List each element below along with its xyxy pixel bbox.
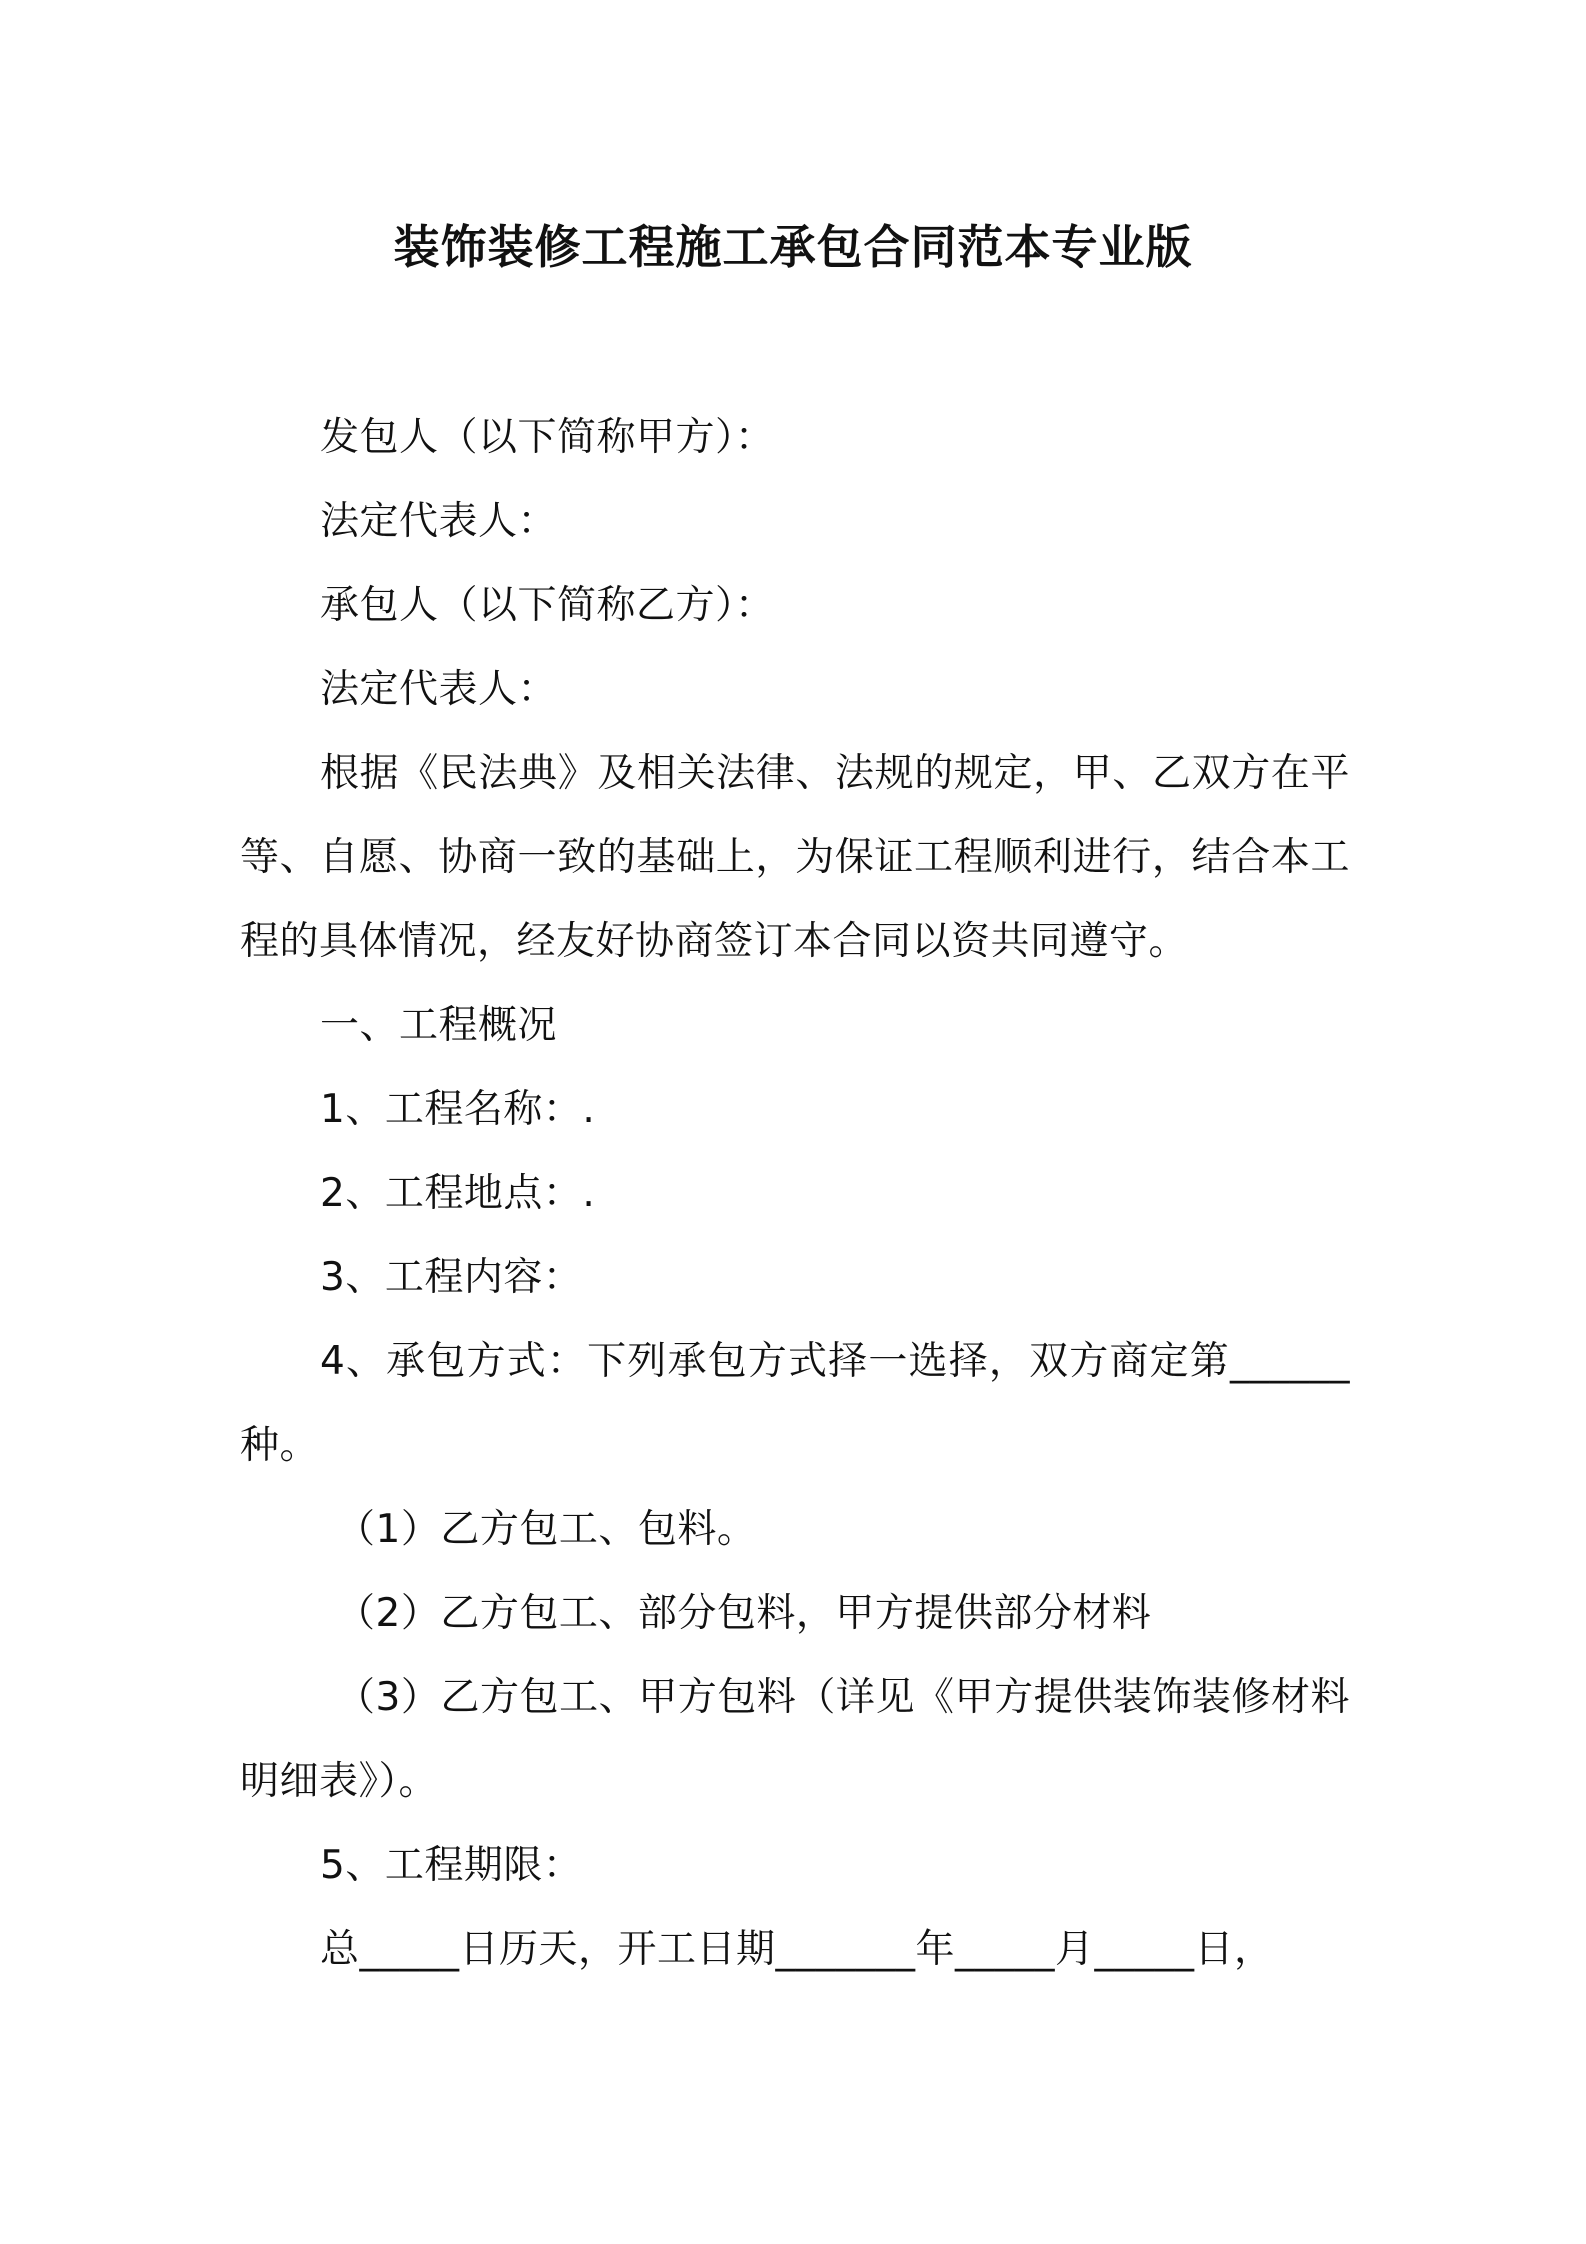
section-heading-project-overview: 一、工程概况 <box>320 1003 558 1048</box>
party-a-line: 发包人（以下简称甲方）： <box>320 415 775 460</box>
document-title: 装饰装修工程施工承包合同范本专业版 <box>393 220 1193 274</box>
contract-option-1: （1）乙方包工、包料。 <box>336 1507 757 1552</box>
party-b-line: 承包人（以下简称乙方）： <box>320 583 775 628</box>
project-dates-line: 总_____日历天，开工日期_______年_____月_____日， <box>320 1927 1274 1972</box>
project-location-line: 2、工程地点：. <box>320 1171 596 1216</box>
document-body <box>240 396 1350 1992</box>
preamble-paragraph: 根据《民法典》及相关法律、法规的规定，甲、乙双方在平等、自愿、协商一致的基础上，为保证工程顺利进行，结合本工程的具体情况，经友好协商签订本合同以资共同遵守。 <box>240 751 1350 964</box>
project-name-line: 1、工程名称：. <box>320 1087 596 1132</box>
contract-option-3: （3）乙方包工、甲方包料（详见《甲方提供装饰装修材料明细表》）。 <box>240 1675 1350 1804</box>
contract-option-2: （2）乙方包工、部分包料，甲方提供部分材料 <box>336 1591 1152 1636</box>
party-a-representative-line: 法定代表人： <box>320 499 558 544</box>
contract-method-paragraph: 4、承包方式：下列承包方式择一选择，双方商定第______种。 <box>240 1339 1350 1468</box>
party-b-representative-line: 法定代表人： <box>320 667 558 712</box>
project-content-line: 3、工程内容： <box>320 1255 583 1300</box>
project-period-line: 5、工程期限： <box>320 1843 583 1888</box>
